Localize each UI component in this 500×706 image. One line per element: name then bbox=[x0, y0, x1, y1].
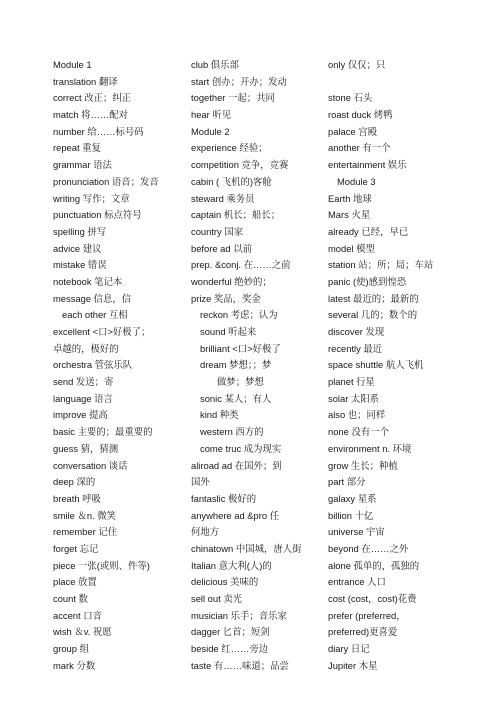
vocab-line: none 没有一个 bbox=[328, 426, 389, 438]
vocab-line: each other 互相 bbox=[62, 309, 128, 321]
vocab-line: punctuation 标点符号 bbox=[53, 209, 142, 221]
vocab-line: environment n. 环境 bbox=[328, 442, 412, 454]
vocab-line: spelling 拼写 bbox=[53, 225, 107, 237]
vocab-line: count 数 bbox=[53, 593, 88, 604]
vocab-line: prefer (preferred， bbox=[328, 609, 406, 621]
vocab-line: beyond 在……之外 bbox=[328, 542, 409, 554]
vocab-line: country 国家 bbox=[191, 225, 244, 237]
vocab-line: basic 主要的；最重要的 bbox=[53, 426, 153, 438]
vocab-line: part 部分 bbox=[328, 476, 366, 488]
vocab-line: space shuttle 航人飞机 bbox=[328, 359, 424, 371]
vocab-line: deep 深的 bbox=[53, 476, 96, 488]
vocab-line: prep. &conj. 在……之前 bbox=[191, 259, 291, 271]
vocab-line: diary 日记 bbox=[328, 643, 370, 655]
vocab-line: translation 翻译 bbox=[53, 75, 118, 87]
vocab-line: discover 发现 bbox=[328, 326, 385, 337]
vocab-line: place 放置 bbox=[53, 576, 97, 588]
vocab-line: recently 最近 bbox=[328, 342, 383, 354]
vocab-line: panic (使)感到惶恐 bbox=[328, 275, 407, 287]
vocab-line: grammar 语法 bbox=[53, 159, 112, 171]
vocab-line: latest 最近的；最新的 bbox=[328, 292, 419, 304]
vocab-line: palace 宫殿 bbox=[328, 125, 377, 137]
vocab-line: wonderful 绝妙的； bbox=[191, 275, 272, 287]
vocab-line: remember 记住 bbox=[53, 526, 118, 538]
vocab-line: chinatown 中国城，唐人街 bbox=[191, 542, 302, 554]
vocab-line: advice 建议 bbox=[53, 242, 102, 254]
vocab-line: excellent <口>好极了； bbox=[53, 326, 151, 337]
vocabulary-column-1 bbox=[53, 57, 175, 674]
vocab-line: repeat 重复 bbox=[53, 142, 101, 154]
vocab-line: sell out 卖光 bbox=[191, 593, 243, 604]
vocab-line: sound 听起来 bbox=[200, 326, 257, 337]
vocab-line: planet 行星 bbox=[328, 376, 375, 388]
vocab-line: notebook 笔记本 bbox=[53, 275, 123, 287]
vocab-line: pronunciation 语音；发音 bbox=[53, 175, 159, 187]
vocab-line: before ad 以前 bbox=[191, 242, 252, 254]
vocab-line: Module 3 bbox=[337, 175, 376, 187]
vocab-line: aliroad ad 在国外；到 bbox=[191, 459, 282, 471]
vocab-line: cost (cost，cost)花费 bbox=[328, 593, 417, 604]
vocab-line: send 发送；寄 bbox=[53, 376, 114, 388]
vocab-line: steward 乘务员 bbox=[191, 192, 255, 204]
vocab-line: dream 梦想；；梦 bbox=[200, 359, 272, 371]
vocab-line: Italian 意大利(人)的 bbox=[191, 559, 272, 571]
vocab-line: Earth 地球 bbox=[328, 192, 372, 204]
vocab-line: delicious 美味的 bbox=[191, 576, 259, 588]
vocab-line: piece 一张(或则、件等) bbox=[53, 559, 150, 571]
vocab-line: only 仅仅；只 bbox=[328, 59, 386, 70]
vocab-line: several 几的；数个的 bbox=[328, 309, 418, 321]
vocabulary-column-3 bbox=[328, 57, 456, 674]
vocab-line bbox=[328, 74, 456, 91]
vocab-line: 何地方 bbox=[191, 526, 220, 538]
vocab-line: writing 写作；文章 bbox=[53, 192, 130, 204]
vocab-line: message 信息，信 bbox=[53, 292, 132, 304]
vocab-line: Module 2 bbox=[191, 125, 230, 137]
vocab-line: together 一起；共同 bbox=[191, 92, 275, 104]
vocab-line: sonic 某人；有人 bbox=[200, 392, 272, 404]
vocab-line: grow 生长；种植 bbox=[328, 459, 398, 471]
vocab-line: breath 呼吸 bbox=[53, 492, 101, 504]
vocab-line: 国外 bbox=[191, 476, 210, 488]
vocab-line: western 西方的 bbox=[200, 426, 264, 438]
vocab-line: prize 奖品，奖金 bbox=[191, 292, 261, 304]
vocab-line: dagger 匕首；短剑 bbox=[191, 626, 270, 638]
vocab-line: Module 1 bbox=[53, 59, 92, 70]
vocab-line: anywhere ad &pro 任 bbox=[191, 509, 280, 521]
vocab-line: wish ＆v. 祝愿 bbox=[53, 626, 112, 638]
vocab-line: hear 听见 bbox=[191, 109, 232, 121]
vocab-line: 做梦；梦想 bbox=[217, 376, 264, 388]
vocab-line: station 站；所；局；车站 bbox=[328, 259, 434, 271]
vocab-line: beside 红……旁边 bbox=[191, 643, 269, 655]
vocab-line: experience 经验； bbox=[191, 142, 268, 154]
vocab-line: galaxy 星系 bbox=[328, 492, 377, 504]
vocab-line: reckon 考虑；认为 bbox=[200, 309, 278, 321]
vocab-line: number 给……标号码 bbox=[53, 125, 144, 137]
vocab-line: orchestra 管弦乐队 bbox=[53, 359, 133, 371]
vocab-line: competition 竞争，竞赛 bbox=[191, 159, 289, 171]
vocab-line: entrance 人口 bbox=[328, 576, 386, 588]
vocab-line: alone 孤单的，孤独的 bbox=[328, 559, 420, 571]
vocabulary-column-2 bbox=[191, 57, 314, 674]
vocab-line: smile ＆n. 微笑 bbox=[53, 509, 117, 521]
vocab-line: mistake 错误 bbox=[53, 259, 107, 271]
vocab-line: entertainment 娱乐 bbox=[328, 159, 407, 171]
vocab-line: accent 口音 bbox=[53, 609, 102, 621]
vocab-line: another 有一个 bbox=[328, 142, 391, 154]
vocab-line: solar 太阳系 bbox=[328, 392, 380, 404]
vocab-line: brilliant <口>好极了 bbox=[200, 342, 281, 354]
vocab-line: captain 机长；船长； bbox=[191, 209, 281, 221]
vocab-line: stone 石头 bbox=[328, 92, 373, 104]
vocab-line: Mars 火星 bbox=[328, 209, 371, 221]
vocab-line: guess 猜，猜测 bbox=[53, 442, 119, 454]
vocab-line: match 将……配对 bbox=[53, 109, 129, 121]
vocab-line: language 语言 bbox=[53, 392, 113, 404]
vocab-line: kind 种类 bbox=[200, 409, 239, 421]
vocab-line: roast duck 烤鸭 bbox=[328, 109, 393, 121]
vocab-line: conversation 谈话 bbox=[53, 459, 128, 471]
vocab-line: start 创办；开办；发动 bbox=[191, 75, 287, 87]
vocab-line: Jupiter 木星 bbox=[328, 659, 378, 671]
vocab-line: fantaslic 极好的 bbox=[191, 492, 257, 504]
vocab-line: preferred)更喜爱 bbox=[328, 626, 398, 638]
vocab-line: also 也；同样 bbox=[328, 409, 386, 421]
vocab-line: model 模型 bbox=[328, 242, 375, 254]
vocab-line: correct 改正；纠正 bbox=[53, 92, 132, 104]
vocab-line: forget 忘记 bbox=[53, 542, 99, 554]
vocab-line: group 组 bbox=[53, 643, 89, 655]
vocab-line: musician 乐手；音乐家 bbox=[191, 609, 287, 621]
vocab-line: universe 宇宙 bbox=[328, 526, 385, 538]
vocab-line: come truc 成为现实 bbox=[200, 442, 282, 454]
vocab-line: mark 分数 bbox=[53, 659, 96, 671]
vocab-line: already 已经，早已 bbox=[328, 225, 409, 237]
vocab-line: taste 有……味道；品尝 bbox=[191, 659, 289, 671]
vocab-line: cabin ( 飞机的)客舱 bbox=[191, 175, 272, 187]
vocab-line: 卓越的，极好的 bbox=[53, 342, 119, 354]
vocab-line: billion 十亿 bbox=[328, 509, 374, 521]
vocab-line: improve 提高 bbox=[53, 409, 108, 421]
vocab-line: club 俱乐部 bbox=[191, 59, 239, 70]
